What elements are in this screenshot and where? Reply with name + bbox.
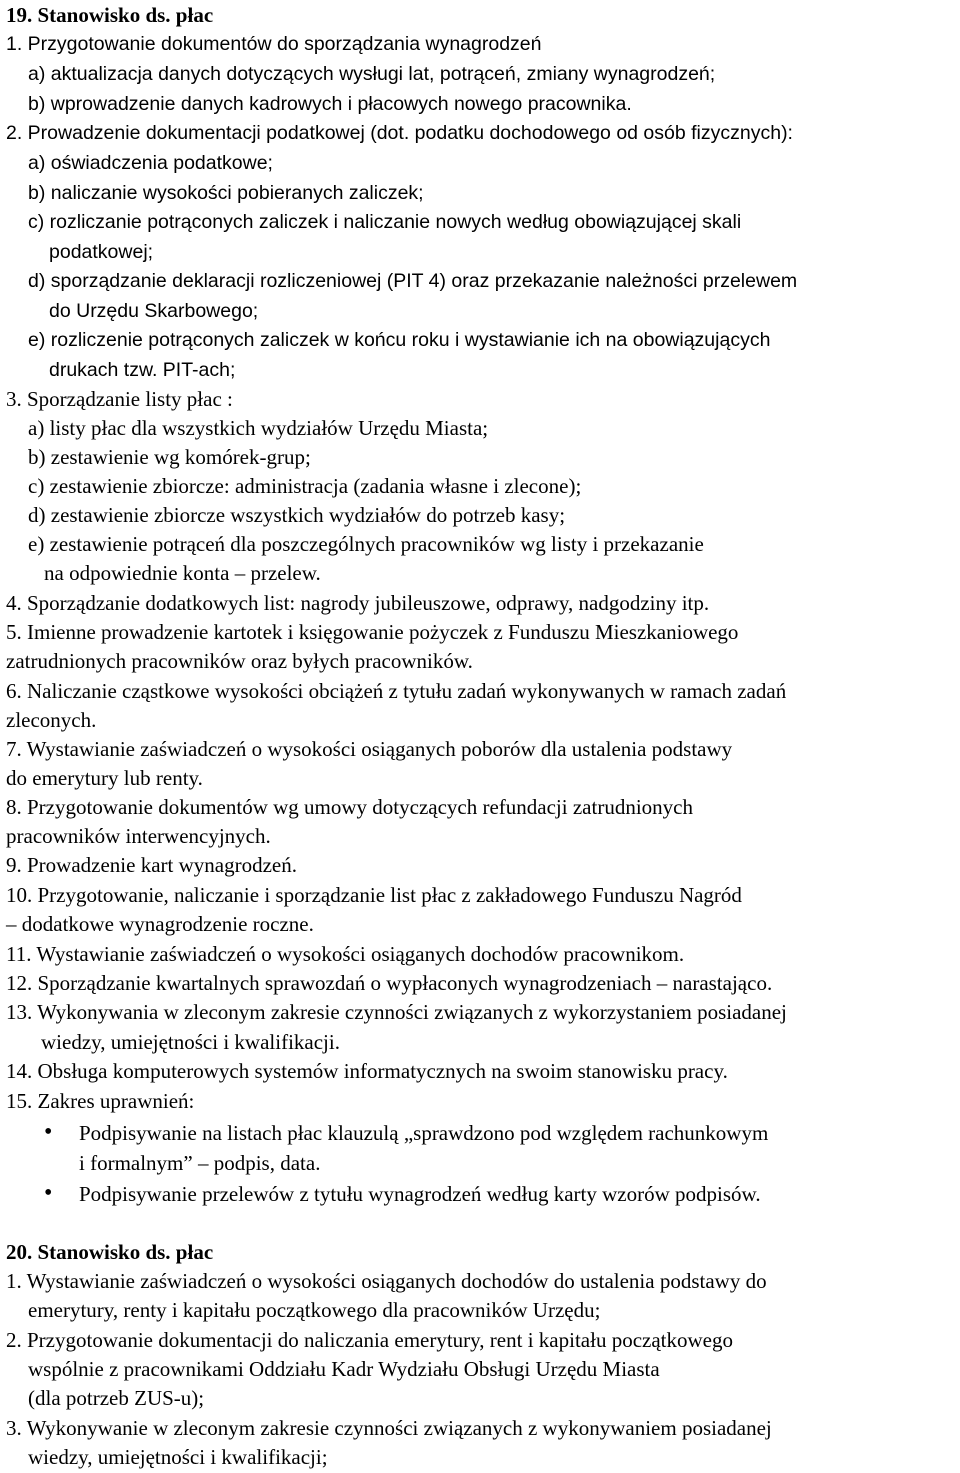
list-item: 15. Zakres uprawnień: [6, 1089, 195, 1113]
list-item-continuation: do emerytury lub renty. [6, 766, 203, 790]
list-item: 12. Sporządzanie kwartalnych sprawozdań o wypłaconych wynagrodzeniach – narastająco. [6, 971, 773, 995]
list-item: 13. Wykonywania w zleconym zakresie czynności związanych z wykorzystaniem posiadanej [6, 1000, 787, 1024]
list-subitem: e) rozliczenie potrąconych zaliczek w końcu roku i wystawianie ich na obowiązujących [28, 329, 771, 351]
list-item-continuation: wiedzy, umiejętności i kwalifikacji. [41, 1030, 340, 1054]
bullet-icon: • [44, 1119, 53, 1145]
list-item-continuation: wiedzy, umiejętności i kwalifikacji; [28, 1445, 328, 1469]
list-item: 3. Sporządzanie listy płac : [6, 387, 233, 411]
list-item-continuation: pracowników interwencyjnych. [6, 824, 271, 848]
list-item-continuation: emerytury, renty i kapitału początkowego dla pracowników Urzędu; [28, 1298, 601, 1322]
list-subitem: b) zestawienie wg komórek-grup; [28, 445, 311, 469]
list-item: 6. Naliczanie cząstkowe wysokości obciążeń z tytułu zadań wykonywanych w ramach zadań [6, 679, 787, 703]
list-item: 11. Wystawianie zaświadczeń o wysokości osiąganych dochodów pracownikom. [6, 942, 685, 966]
list-subitem: a) listy płac dla wszystkich wydziałów Urzędu Miasta; [28, 416, 489, 440]
list-subitem: d) zestawienie zbiorcze wszystkich wydziałów do potrzeb kasy; [28, 503, 566, 527]
list-item-continuation: – dodatkowe wynagrodzenie roczne. [6, 912, 314, 936]
section-heading: 19. Stanowisko ds. płac [6, 3, 214, 27]
list-item: 10. Przygotowanie, naliczanie i sporządzanie list płac z zakładowego Funduszu Nagród [6, 883, 742, 907]
list-item-continuation: zatrudnionych pracowników oraz byłych pracowników. [6, 649, 473, 673]
list-subitem: a) aktualizacja danych dotyczących wysługi lat, potrąceń, zmiany wynagrodzeń; [28, 63, 716, 85]
list-item: 1. Wystawianie zaświadczeń o wysokości osiąganych dochodów do ustalenia podstawy do [6, 1269, 767, 1293]
list-item-continuation: zleconych. [6, 708, 97, 732]
list-item-continuation: (dla potrzeb ZUS-u); [28, 1386, 205, 1410]
list-subitem-continuation: podatkowej; [49, 241, 154, 263]
list-item: 3. Wykonywanie w zleconym zakresie czynności związanych z wykonywaniem posiadanej [6, 1416, 772, 1440]
list-item: 5. Imienne prowadzenie kartotek i księgowanie pożyczek z Funduszu Mieszkaniowego [6, 620, 739, 644]
section-heading: 20. Stanowisko ds. płac [6, 1240, 214, 1264]
list-subitem-continuation: do Urzędu Skarbowego; [49, 300, 259, 322]
list-item-continuation: wspólnie z pracownikami Oddziału Kadr Wydziału Obsługi Urzędu Miasta [28, 1357, 660, 1381]
list-subitem-continuation: na odpowiednie konta – przelew. [44, 561, 321, 585]
list-item: 7. Wystawianie zaświadczeń o wysokości osiąganych poborów dla ustalenia podstawy [6, 737, 733, 761]
bullet-item-continuation: i formalnym” – podpis, data. [79, 1151, 321, 1175]
list-subitem-continuation: drukach tzw. PIT-ach; [49, 359, 236, 381]
list-item: 14. Obsługa komputerowych systemów informatycznych na swoim stanowisku pracy. [6, 1059, 728, 1083]
list-subitem: c) zestawienie zbiorcze: administracja (zadania własne i zlecone); [28, 474, 582, 498]
list-subitem: d) sporządzanie deklaracji rozliczeniowej (PIT 4) oraz przekazanie należności przelewem [28, 270, 798, 292]
list-item: 4. Sporządzanie dodatkowych list: nagrody jubileuszowe, odprawy, nadgodziny itp. [6, 591, 710, 615]
list-subitem: e) zestawienie potrąceń dla poszczególnych pracowników wg listy i przekazanie [28, 532, 704, 556]
list-item: 2. Prowadzenie dokumentacji podatkowej (dot. podatku dochodowego od osób fizycznych): [6, 122, 793, 144]
list-item: 8. Przygotowanie dokumentów wg umowy dotyczących refundacji zatrudnionych [6, 795, 693, 819]
bullet-item: Podpisywanie przelewów z tytułu wynagrodzeń według karty wzorów podpisów. [79, 1182, 761, 1206]
list-subitem: b) wprowadzenie danych kadrowych i płacowych nowego pracownika. [28, 93, 632, 115]
list-item: 1. Przygotowanie dokumentów do sporządzania wynagrodzeń [6, 33, 542, 55]
list-subitem: a) oświadczenia podatkowe; [28, 152, 273, 174]
list-item: 2. Przygotowanie dokumentacji do naliczania emerytury, rent i kapitału początkowego [6, 1328, 733, 1352]
list-item: 9. Prowadzenie kart wynagrodzeń. [6, 853, 297, 877]
bullet-item: Podpisywanie na listach płac klauzulą „sprawdzono pod względem rachunkowym [79, 1121, 769, 1145]
list-subitem: c) rozliczanie potrąconych zaliczek i naliczanie nowych według obowiązującej skali [28, 211, 742, 233]
list-subitem: b) naliczanie wysokości pobieranych zaliczek; [28, 182, 424, 204]
bullet-icon: • [44, 1180, 53, 1206]
